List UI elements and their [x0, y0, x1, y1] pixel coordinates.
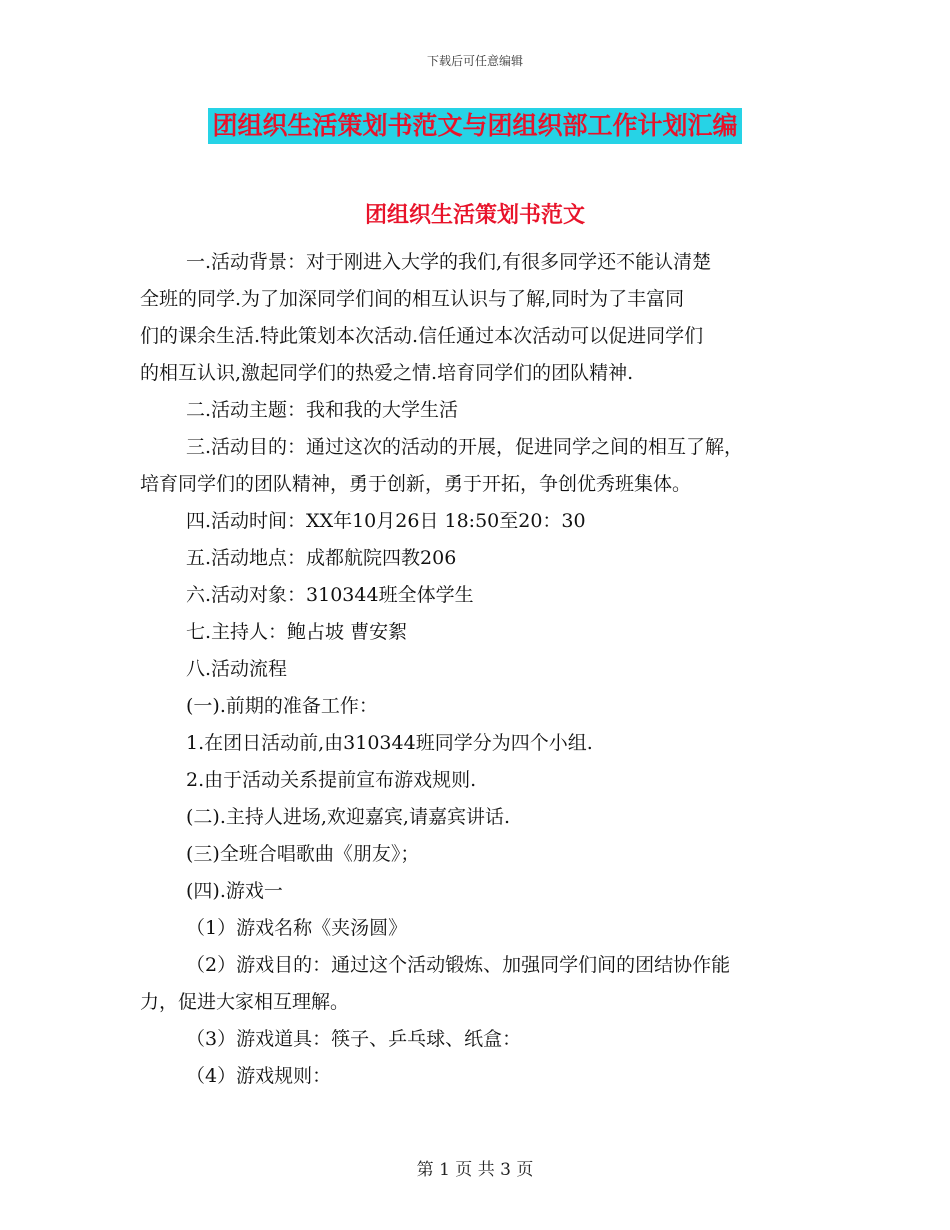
- paragraph-line: 的相互认识,激起同学们的热爱之情.培育同学们的团队精神.: [140, 362, 634, 384]
- section-title: 团组织生活策划书范文: [364, 203, 585, 228]
- paragraph-line: （2）游戏目的：通过这个活动锻炼、加强同学们间的团结协作能: [186, 954, 731, 976]
- header-note: 下载后可任意编辑: [426, 54, 523, 68]
- document-body: [140, 244, 820, 1095]
- paragraph-line: (一).前期的准备工作：: [186, 695, 378, 717]
- paragraph-line: 七.主持人：鲍占坡 曹安絮: [186, 621, 408, 643]
- document-title: 团组织生活策划书范文与团组织部工作计划汇编: [208, 108, 741, 144]
- paragraph-line: 们的课余生活.特此策划本次活动.信任通过本次活动可以促进同学们: [140, 325, 704, 347]
- paragraph-line: 二.活动主题：我和我的大学生活: [186, 399, 459, 421]
- paragraph-line: 六.活动对象：310344班全体学生: [186, 584, 474, 606]
- paragraph-line: 一.活动背景：对于刚进入大学的我们,有很多同学还不能认清楚: [186, 251, 712, 273]
- paragraph-line: (二).主持人进场,欢迎嘉宾,请嘉宾讲话.: [186, 806, 510, 828]
- paragraph-line: (四).游戏一: [186, 880, 283, 902]
- paragraph-line: 培育同学们的团队精神，勇于创新，勇于开拓，争创优秀班集体。: [140, 473, 692, 495]
- paragraph-line: 八.活动流程: [186, 658, 288, 680]
- paragraph-line: 力，促进大家相互理解。: [140, 991, 350, 1013]
- paragraph-line: 三.活动目的：通过这次的活动的开展，促进同学之间的相互了解，: [186, 436, 744, 458]
- paragraph-line: 2.由于活动关系提前宣布游戏规则.: [186, 769, 477, 791]
- page-footer: 第 1 页 共 3 页: [416, 1160, 534, 1180]
- paragraph-line: （4）游戏规则：: [186, 1065, 332, 1087]
- paragraph-line: 四.活动时间：XX年10月26日 18:50至20：30: [186, 510, 586, 532]
- paragraph-line: (三)全班合唱歌曲《朋友》；: [186, 843, 420, 865]
- paragraph-line: （1）游戏名称《夹汤圆》: [186, 917, 408, 939]
- document-title-wrap: [0, 108, 950, 144]
- paragraph-line: 五.活动地点：成都航院四教206: [186, 547, 457, 569]
- paragraph-line: 全班的同学.为了加深同学们间的相互认识与了解,同时为了丰富同: [140, 288, 685, 310]
- paragraph-line: （3）游戏道具：筷子、乒乓球、纸盒：: [186, 1028, 522, 1050]
- paragraph-line: 1.在团日活动前,由310344班同学分为四个小组.: [186, 732, 593, 754]
